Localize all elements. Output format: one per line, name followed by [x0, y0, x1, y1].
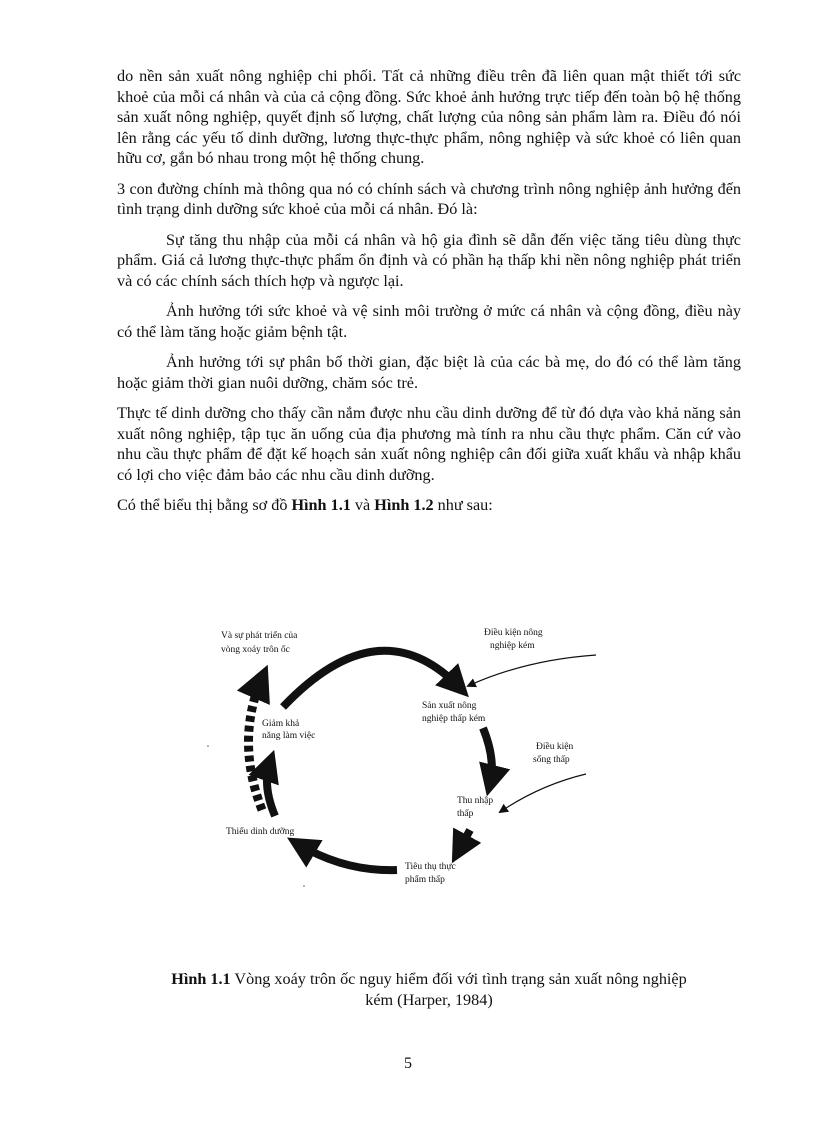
arrow-left-dashed	[249, 678, 263, 810]
label-poor-conditions-1: Điều kiện nông	[484, 628, 543, 638]
intro-figure-2: Hình 1.2	[374, 496, 434, 514]
body-text	[117, 66, 741, 516]
label-low-living-2: sống thấp	[533, 755, 570, 765]
label-low-production-1: Sản xuất nông	[422, 701, 477, 711]
arrow-bottom-arc	[298, 844, 397, 870]
figure-intro	[117, 495, 741, 516]
label-low-income-1: Thu nhập	[457, 796, 494, 806]
arrow-production-to-income	[483, 728, 492, 784]
label-low-income-2: thấp	[457, 809, 474, 819]
spiral-diagram-svg	[0, 560, 816, 920]
arrow-left-solid	[267, 762, 275, 816]
paragraph-1: do nền sản xuất nông nghiệp chi phối. Tất cả những điều trên đã liên quan mật thiết tới sức khoẻ của mỗi cá nhân và của cả cộng đồng. Sức khoẻ ảnh hưởng trực tiếp đến toàn bộ hệ thống sản xuất nông nghiệp, quyết định số lượng, chất lượng của nông sản phẩm làm ra. Điều đó nói lên rằng các yếu tố dinh dưỡng, lương thực-thực phẩm, nông nghiệp và sức khoẻ có liên quan hữu cơ, gắn bó nhau trong một hệ thống chung.	[117, 67, 741, 167]
caption-label: Hình 1.1	[171, 970, 231, 988]
arrow-income-to-consumption	[458, 830, 470, 852]
figure-caption	[117, 969, 741, 1010]
label-low-production-2: nghiệp thấp kém	[422, 714, 486, 724]
intro-suffix: như sau:	[433, 496, 493, 514]
caption-text-1: Vòng xoáy trôn ốc nguy hiểm đối với tình trạng sản xuất nông nghiệp	[230, 970, 687, 988]
caption-text-2: kém (Harper, 1984)	[365, 990, 493, 1009]
speck-1	[207, 745, 209, 747]
label-spiral-development-1: Và sự phát triển của	[221, 631, 298, 641]
paragraph-5: Ảnh hưởng tới sự phân bố thời gian, đặc biệt là của các bà mẹ, do đó có thể làm tăng hoặc giảm thời gian nuôi dưỡng, chăm sóc trẻ.	[117, 353, 741, 392]
paragraph-6: Thực tế dinh dưỡng cho thấy cần nắm được nhu cầu dinh dưỡng để từ đó dựa vào khả năng sản xuất nông nghiệp, tập tục ăn uống của địa phương mà tính ra nhu cầu thực phẩm. Căn cứ vào nhu cầu thực phẩm để đặt kế hoạch sản xuất nông nghiệp cân đối giữa xuất khẩu và nhập khẩu có lợi cho việc đảm bảo các nhu cầu dinh dưỡng.	[117, 404, 741, 484]
label-malnutrition: Thiếu dinh dưỡng	[226, 827, 295, 837]
page-number: 5	[404, 1055, 412, 1072]
label-reduced-work-1: Giảm khả	[262, 719, 300, 729]
label-poor-conditions-2: nghiệp kém	[490, 641, 535, 651]
label-low-consumption-2: phẩm thấp	[405, 875, 445, 885]
label-spiral-development-2: vòng xoáy trôn ốc	[221, 645, 290, 655]
paragraph-4: Ảnh hưởng tới sức khoẻ và vệ sinh môi trường ở mức cá nhân và cộng đồng, điều này có thể làm tăng hoặc giảm bệnh tật.	[117, 302, 741, 341]
arrow-top-arc	[283, 651, 460, 707]
paragraph-2: 3 con đường chính mà thông qua nó có chính sách và chương trình nông nghiệp ảnh hưởng đến tình trạng dinh dưỡng sức khoẻ của mỗi cá nhân. Đó là:	[117, 179, 741, 218]
intro-mid: và	[350, 496, 375, 514]
label-low-consumption-1: Tiêu thụ thực	[405, 862, 456, 872]
label-reduced-work-2: năng làm việc	[262, 731, 316, 741]
intro-figure-1: Hình 1.1	[291, 496, 351, 514]
arrow-living-conditions	[500, 774, 586, 812]
speck-2	[303, 885, 305, 887]
label-low-living-1: Điều kiện	[536, 742, 574, 752]
paragraph-3: Sự tăng thu nhập của mỗi cá nhân và hộ gia đình sẽ dẫn đến việc tăng tiêu dùng thực phẩm. Giá cả lương thực-thực phẩm ổn định và có phần hạ thấp khi nền nông nghiệp phát triển và có các chính sách thích hợp và ngược lại.	[117, 230, 741, 290]
spiral-diagram	[0, 560, 816, 920]
intro-prefix: Có thể biểu thị bằng sơ đồ	[117, 496, 292, 514]
arrow-poor-conditions	[468, 655, 596, 686]
